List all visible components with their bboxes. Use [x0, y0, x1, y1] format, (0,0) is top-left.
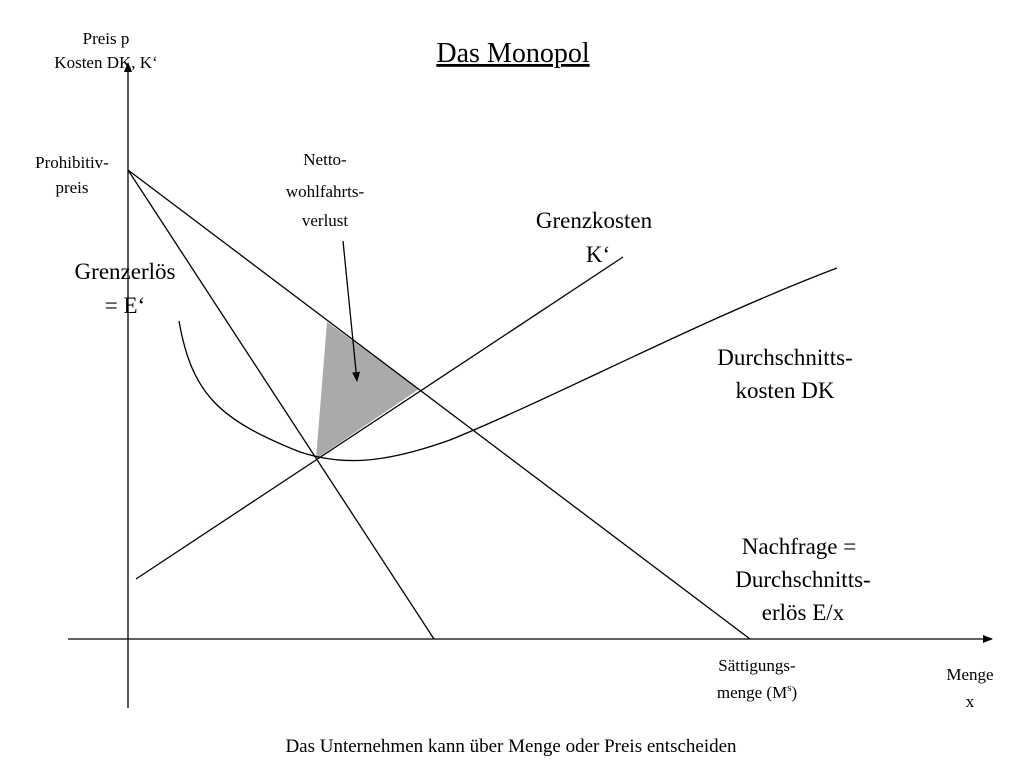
page-title: Das Monopol [436, 38, 590, 69]
saturation-quantity-label-close: ) [791, 683, 798, 702]
saturation-quantity-label-line1: Sättigungs- [718, 656, 796, 675]
demand-label-line1: Nachfrage = [741, 534, 857, 559]
welfare-loss-label-line1: Netto- [303, 150, 347, 169]
marginal-cost-label-line2: K‘ [585, 242, 611, 267]
average-cost-label-line2: kosten DK [735, 378, 835, 403]
welfare-loss-triangle [316, 322, 419, 459]
average-cost-label-line1: Durchschnitts- [717, 345, 853, 370]
x-axis-label-line1: Menge [946, 665, 994, 684]
y-axis-label-line1: Preis p [82, 29, 130, 48]
marginal-cost-label-line1: Grenzkosten [535, 208, 653, 233]
saturation-quantity-label-line2 [717, 682, 797, 702]
demand-curve [128, 170, 750, 639]
marginal-revenue-label-line2: = E‘ [104, 293, 146, 318]
x-axis-label-line2: x [965, 692, 975, 711]
marginal-cost-curve [136, 257, 623, 579]
marginal-revenue-label-line1: Grenzerlös [74, 259, 176, 284]
caption: Das Unternehmen kann über Menge oder Preis entscheiden [285, 736, 737, 757]
prohibitive-price-label-line1: Prohibitiv- [35, 153, 109, 172]
demand-label-line3: erlös E/x [761, 600, 845, 625]
welfare-loss-label-line2: wohlfahrts- [285, 182, 365, 201]
y-axis-label-line2: Kosten DK, K‘ [54, 53, 158, 72]
saturation-quantity-label-main: menge (M [716, 683, 788, 702]
welfare-loss-label-line3: verlust [301, 211, 349, 230]
prohibitive-price-label-line2: preis [55, 178, 89, 197]
saturation-quantity-label-superscript: s [787, 682, 792, 694]
demand-label-line2: Durchschnitts- [735, 567, 871, 592]
